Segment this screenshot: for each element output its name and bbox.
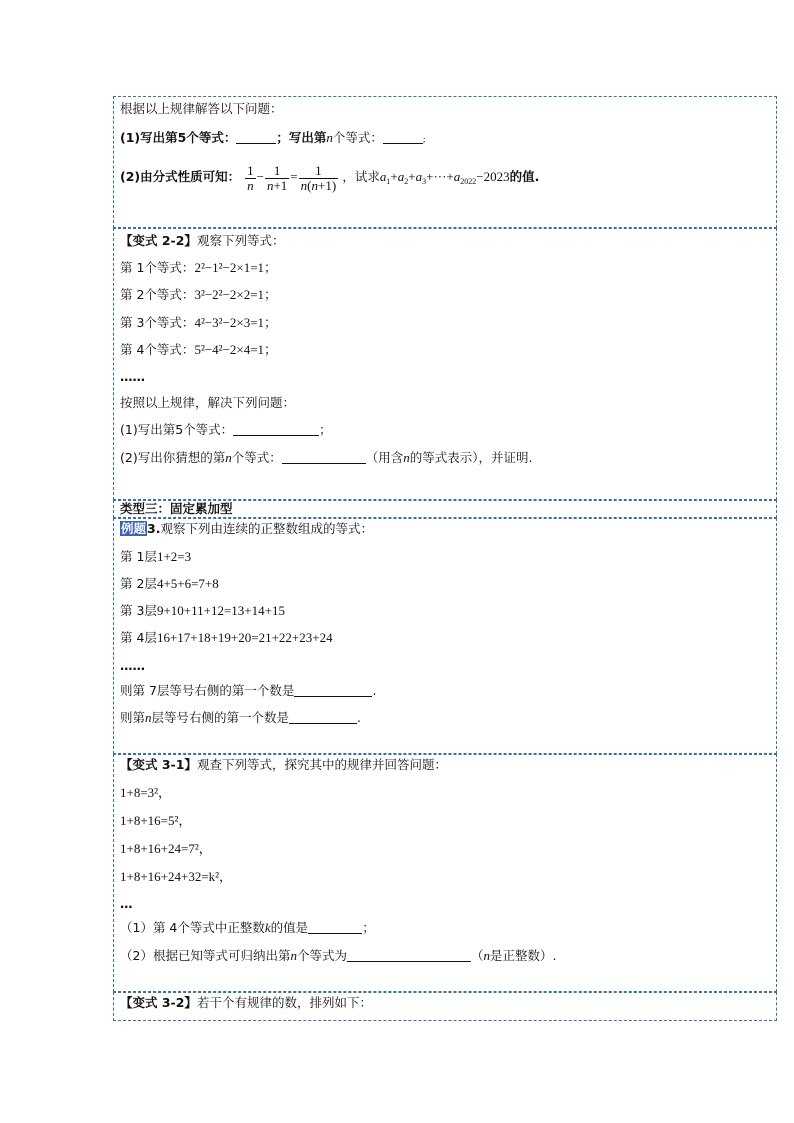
equation-line: 1+8+16+24+32=k²， xyxy=(120,869,233,884)
ellipsis: …… xyxy=(120,369,145,384)
layer-line: 第 3层9+10+11+12=13+14+15 xyxy=(120,603,285,618)
equation-line: 1+8=3²， xyxy=(120,785,172,800)
question-1: （1）第 4个等式中正整数k的值是 ； xyxy=(120,920,375,935)
question-2: (2)由分式性质可知： $\frac{1}{n}$ − $\frac{1}{n+1}$ = $\frac{1}{n(n+1)}$ ，试求$a_1+a_2+a_3+\cdot\cdot\cdot+a_{2022}-2023$的值. xyxy=(120,162,540,193)
variant-title: 【变式 3-1】观查下列等式，探究其中的规律并回答问题： xyxy=(120,757,447,772)
fraction-identity: $\frac{1}{n}$ − $\frac{1}{n+1}$ = $\frac{1}{n(n+1)}$ xyxy=(247,162,337,193)
section-variant-3-2 xyxy=(113,992,777,1021)
layer-line: 第 4层16+17+18+19+20=21+22+23+24 xyxy=(120,630,333,645)
type-heading: 类型三：固定累加型 xyxy=(120,501,233,516)
question-2: （2）根据已知等式可归纳出第n个等式为 （n是正整数）. xyxy=(120,948,557,963)
equation-line: 第 3个等式：4²−3²−2×3=1； xyxy=(120,315,278,330)
answer-blank[interactable] xyxy=(347,949,471,962)
section-variant-2-2 xyxy=(113,228,777,500)
section-problem-continued xyxy=(113,96,777,228)
ellipsis: … xyxy=(120,896,133,911)
rule-text: 按照以上规律，解决下列问题： xyxy=(120,395,296,410)
answer-blank[interactable] xyxy=(282,451,366,464)
answer-blank[interactable] xyxy=(289,711,357,724)
question-2: 则第n层等号右侧的第一个数是 . xyxy=(120,710,362,725)
equation-line: 第 1个等式：2²−1²−2×1=1； xyxy=(120,260,278,275)
intro-text: 根据以上规律解答以下问题： xyxy=(120,101,283,116)
sum-expression: $a_1+a_2+a_3+\cdot\cdot\cdot+a_{2022}-2023$ xyxy=(379,169,510,186)
example-tag: 例题 xyxy=(121,521,147,536)
question-1: (1)写出第5个等式： ；写出第n个等式： ; xyxy=(120,130,426,145)
section-type-3-heading xyxy=(113,500,777,518)
question-1: (1)写出第5个等式： ； xyxy=(120,422,332,437)
example-intro: 例题3.观察下列由连续的正整数组成的等式： xyxy=(121,521,373,536)
question-1: 则第 7层等号右侧的第一个数是 . xyxy=(120,683,377,698)
section-example-3 xyxy=(113,518,777,754)
equation-line: 第 4个等式：5²−4²−2×4=1； xyxy=(120,342,278,357)
equation-line: 1+8+16=5²， xyxy=(120,813,192,828)
answer-blank[interactable] xyxy=(308,921,362,934)
variant-title: 【变式 3-2】若干个有规律的数，排列如下： xyxy=(120,995,372,1010)
variant-title: 【变式 2-2】观察下列等式： xyxy=(120,233,285,248)
equation-line: 第 2个等式：3²−2²−2×2=1； xyxy=(120,287,278,302)
ellipsis: …… xyxy=(120,658,145,673)
answer-blank[interactable] xyxy=(294,684,372,697)
answer-blank[interactable] xyxy=(233,423,319,436)
equation-line: 1+8+16+24=7²， xyxy=(120,841,212,856)
layer-line: 第 1层1+2=3 xyxy=(120,549,192,564)
layer-line: 第 2层4+5+6=7+8 xyxy=(120,576,219,591)
question-2: (2)写出你猜想的第n个等式： （用含n的等式表示），并证明. xyxy=(120,450,533,465)
section-variant-3-1 xyxy=(113,754,777,992)
